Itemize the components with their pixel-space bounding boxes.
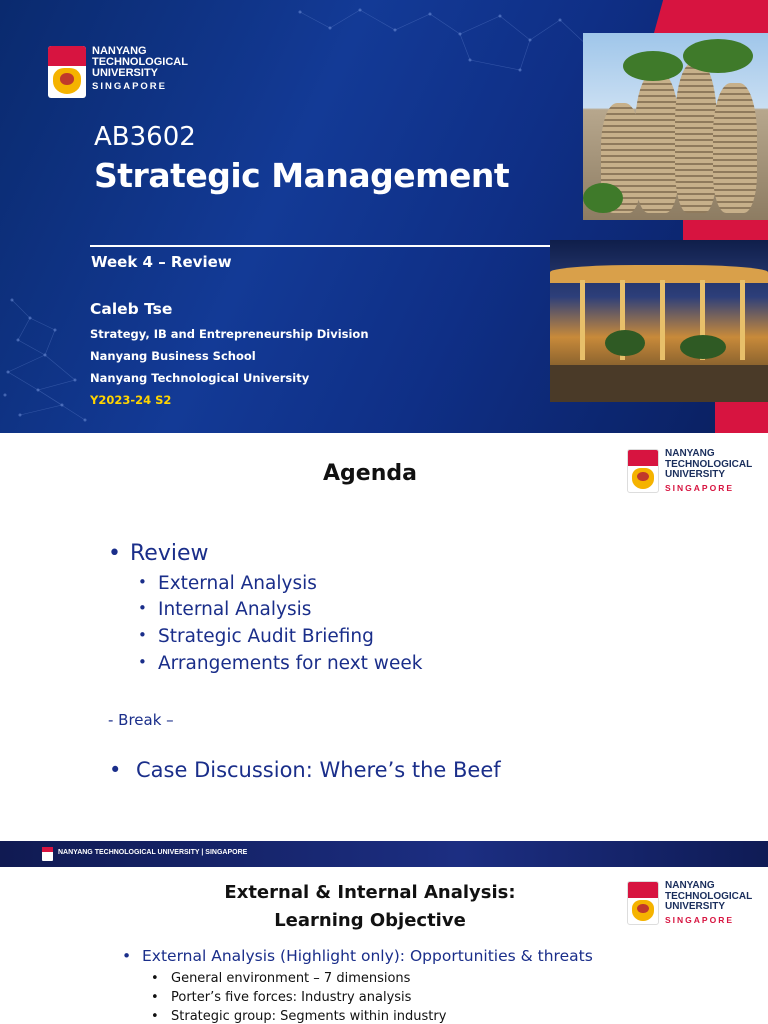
- learning-objective-slide: [0, 841, 768, 1024]
- title-slide: [0, 0, 768, 433]
- ntu-mini-crest-icon: [42, 847, 53, 861]
- header-label: NANYANG TECHNOLOGICAL UNIVERSITY | SINGAPORE: [58, 849, 248, 856]
- presenter-name: Caleb Tse: [90, 300, 173, 318]
- ntu-logo: [627, 449, 752, 494]
- slide-header-strip: [0, 841, 768, 867]
- ntu-wordmark: NANYANG TECHNOLOGICAL UNIVERSITY SINGAPORE: [665, 880, 753, 925]
- title-divider: [90, 245, 556, 247]
- objective-subitem: • Porter’s five forces: Industry analysis: [171, 990, 411, 1005]
- campus-photo-hive: [583, 33, 768, 220]
- course-title: Strategic Management: [94, 156, 510, 195]
- agenda-slide: [0, 433, 768, 841]
- ntu-crest-icon: [627, 449, 659, 493]
- ntu-wordmark: NANYANG TECHNOLOGICAL UNIVERSITY SINGAPORE: [92, 45, 188, 92]
- agenda-subitem: • Strategic Audit Briefing: [158, 626, 374, 647]
- ntu-crest-icon: [627, 881, 659, 925]
- slide-title-line1: External & Internal Analysis:: [224, 882, 516, 903]
- affiliation-school: Nanyang Business School: [90, 349, 256, 363]
- objective-subitem: • General environment – 7 dimensions: [171, 971, 410, 986]
- objective-item: • External Analysis (Highlight only): Opportunities & threats: [142, 947, 593, 965]
- affiliation-division: Strategy, IB and Entrepreneurship Division: [90, 327, 369, 341]
- agenda-item-review: • Review: [130, 541, 209, 566]
- week-label: Week 4 – Review: [91, 253, 232, 271]
- ntu-logo: [48, 46, 188, 98]
- agenda-title: Agenda: [323, 461, 417, 486]
- affiliation-university: Nanyang Technological University: [90, 371, 310, 385]
- agenda-subitem: • External Analysis: [158, 573, 317, 594]
- objective-subitem: • Strategic group: Segments within industry: [171, 1009, 446, 1024]
- accent-bar-bottom: [715, 400, 768, 433]
- ntu-wordmark: NANYANG TECHNOLOGICAL UNIVERSITY SINGAPORE: [665, 448, 753, 493]
- ntu-crest-icon: [48, 46, 86, 98]
- agenda-item-case: • Case Discussion: Where’s the Beef: [136, 758, 501, 782]
- campus-photo-building: [550, 240, 768, 402]
- academic-term: Y2023-24 S2: [90, 393, 172, 407]
- agenda-subitem: • Internal Analysis: [158, 599, 311, 620]
- ntu-logo: [627, 881, 752, 926]
- agenda-subitem: • Arrangements for next week: [158, 653, 422, 674]
- accent-bar-top: [654, 0, 768, 33]
- course-code: AB3602: [94, 122, 196, 152]
- break-label: - Break –: [108, 711, 174, 729]
- slide-title-line2: Learning Objective: [274, 910, 466, 931]
- accent-bar-middle: [683, 220, 768, 240]
